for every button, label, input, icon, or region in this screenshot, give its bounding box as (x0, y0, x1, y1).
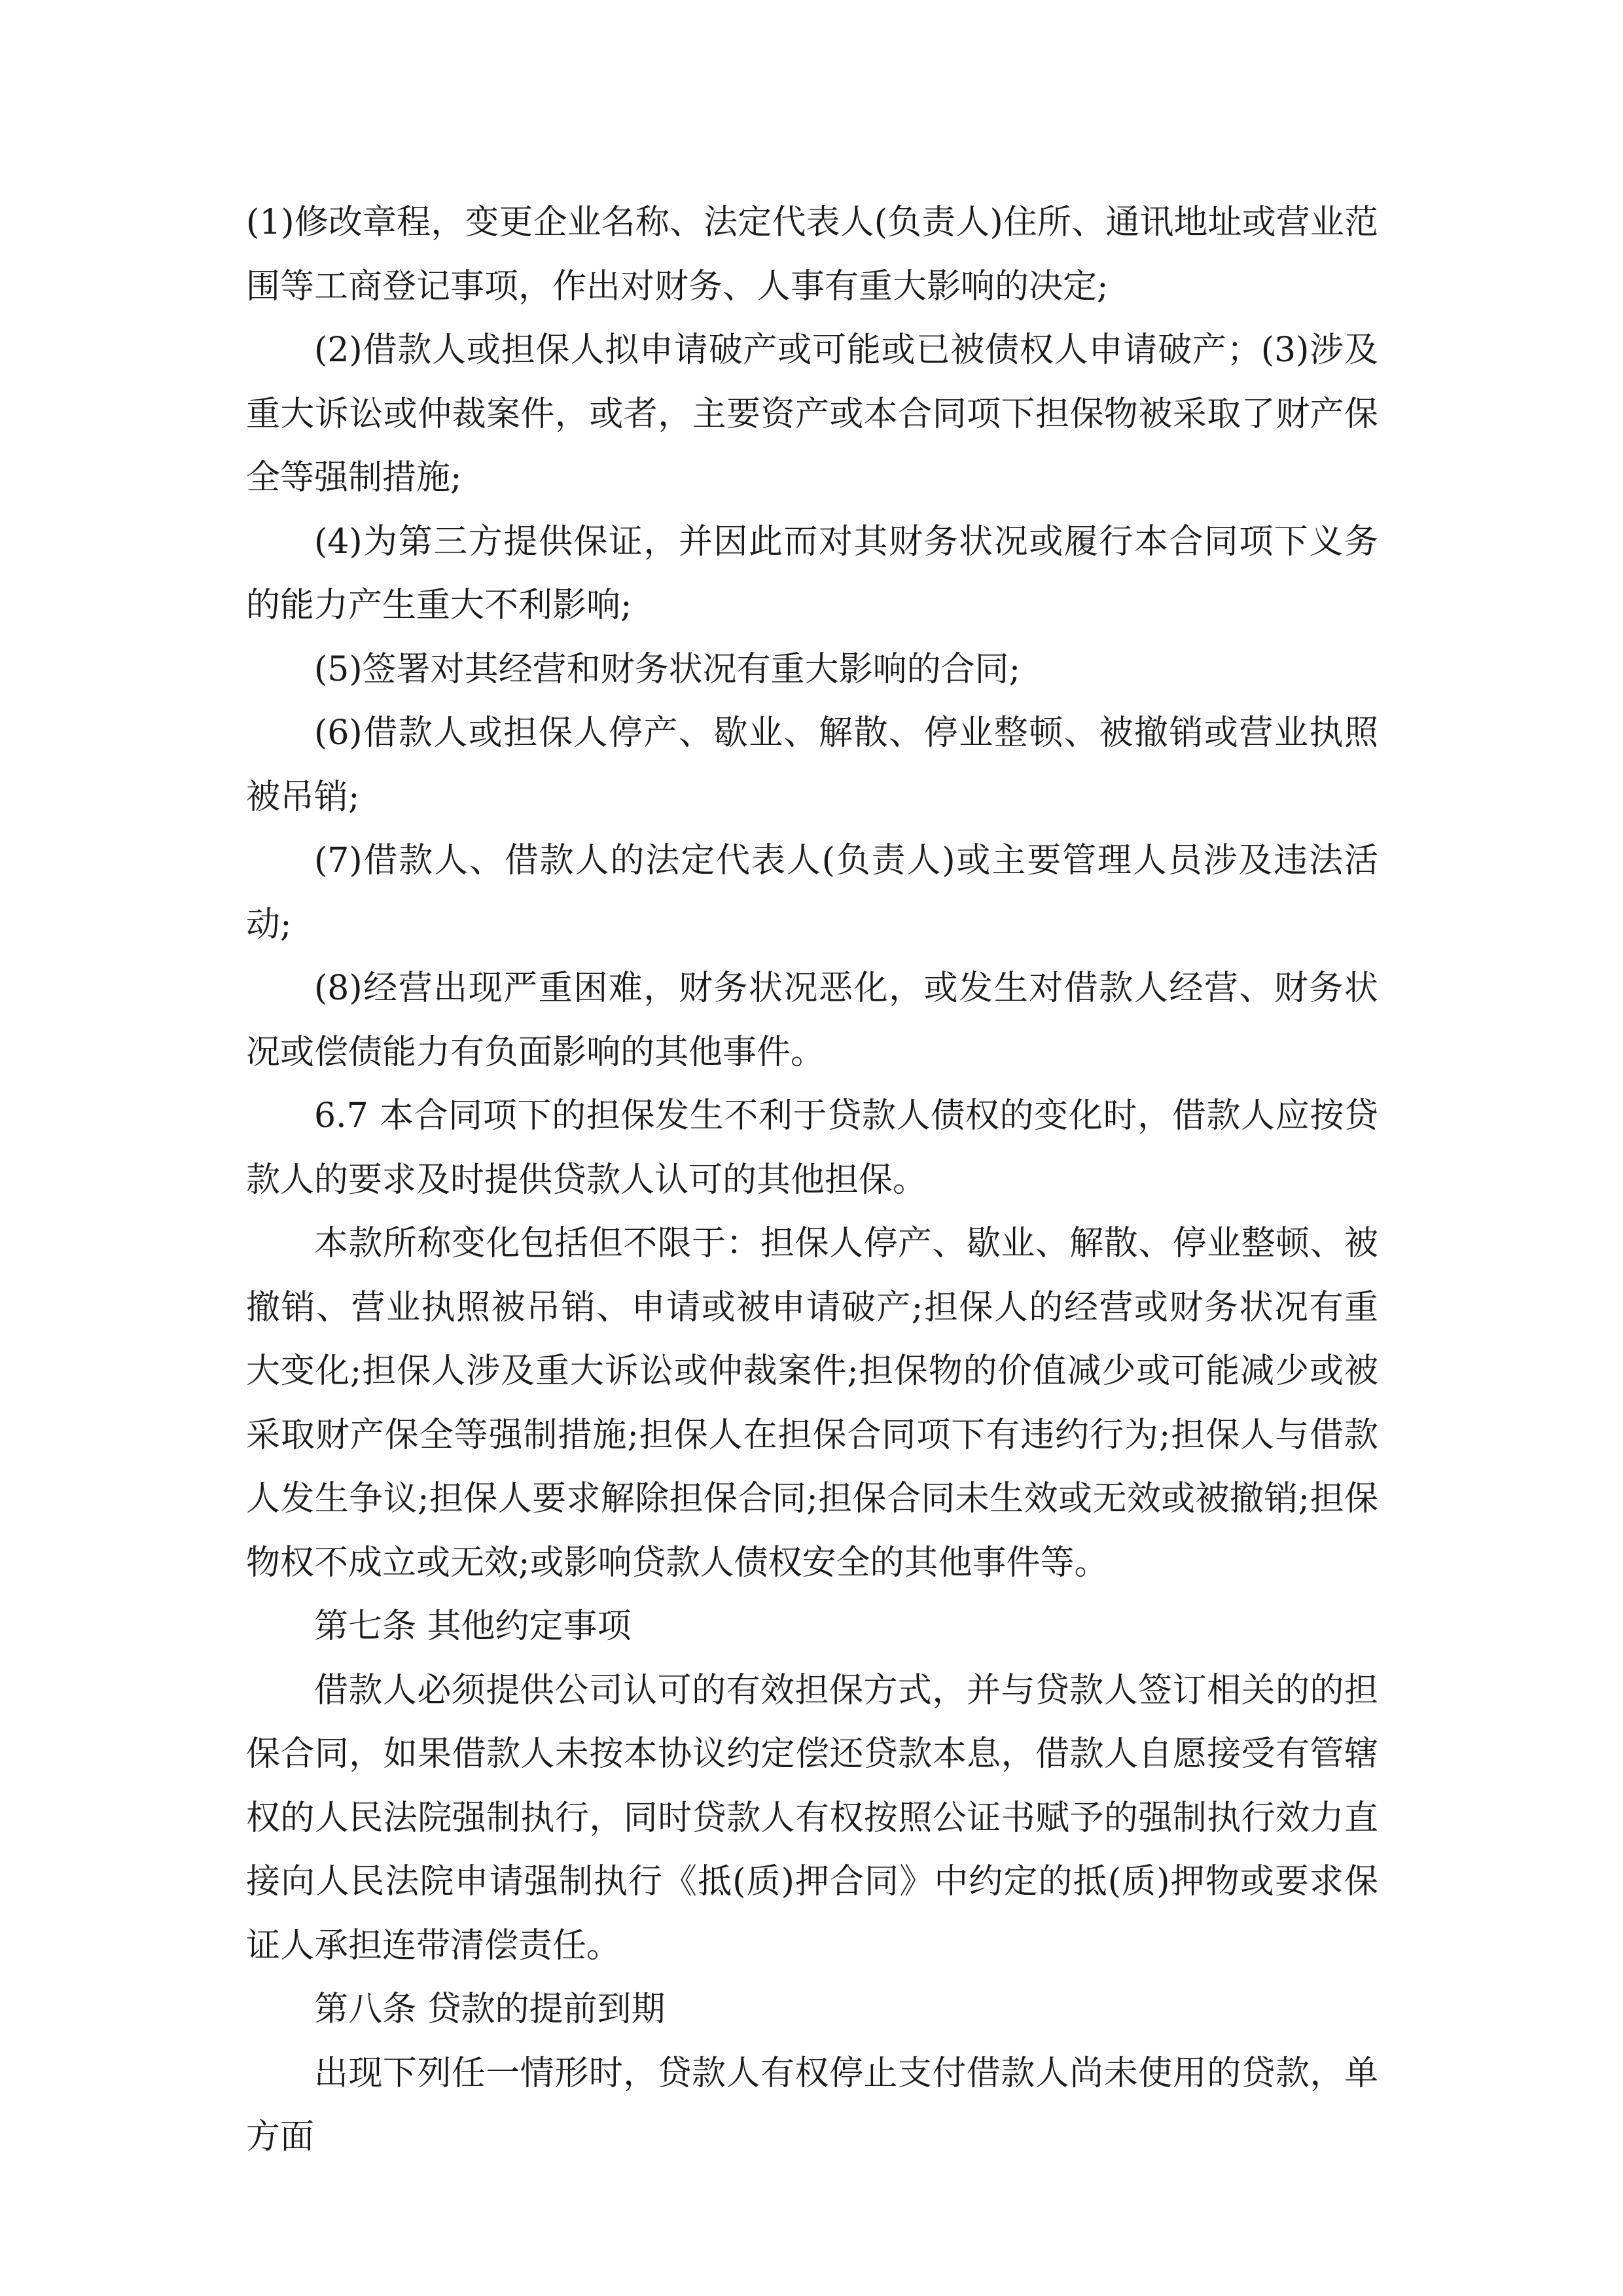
article-8-body: 出现下列任一情形时，贷款人有权停止支付借款人尚未使用的贷款，单方面 (246, 2053, 1378, 2157)
article-8-heading: 第八条 贷款的提前到期 (314, 1990, 666, 2029)
document-body (246, 191, 1378, 2170)
article-7-body: 借款人必须提供公司认可的有效担保方式，并与贷款人签订相关的的担保合同，如果借款人未按本协议约定偿还贷款本息，借款人自愿接受有管辖权的人民法院强制执行，同时贷款人有权按照公证书赋予的强制执行效力直接向人民法院申请强制执行《抵(质)押合同》中约定的抵(质)押物或要求保证人承担连带清偿责任。 (246, 1670, 1378, 1965)
clause-6-7: 6.7 本合同项下的担保发生不利于贷款人债权的变化时，借款人应按贷款人的要求及时提供贷款人认可的其他担保。 (246, 1096, 1378, 1200)
clause-item-8: (8)经营出现严重困难，财务状况恶化，或发生对借款人经营、财务状况或偿债能力有负面影响的其他事件。 (246, 969, 1378, 1072)
clause-6-7-explanation: 本款所称变化包括但不限于：担保人停产、歇业、解散、停业整顿、被撤销、营业执照被吊销、申请或被申请破产;担保人的经营或财务状况有重大变化;担保人涉及重大诉讼或仲裁案件;担保物的价值减少或可能减少或被采取财产保全等强制措施;担保人在担保合同项下有违约行为;担保人与借款人发生争议;担保人要求解除担保合同;担保合同未生效或无效或被撤销;担保物权不成立或无效;或影响贷款人债权安全的其他事件等。 (246, 1224, 1378, 1583)
article-7-heading: 第七条 其他约定事项 (314, 1607, 632, 1646)
clause-item-5: (5)签署对其经营和财务状况有重大影响的合同; (314, 649, 1021, 689)
clause-item-1: (1)修改章程，变更企业名称、法定代表人(负责人)住所、通讯地址或营业范围等工商登记事项，作出对财务、人事有重大影响的决定; (246, 203, 1378, 306)
clause-item-7: (7)借款人、借款人的法定代表人(负责人)或主要管理人员涉及违法活动; (246, 841, 1378, 944)
clause-item-4: (4)为第三方提供保证，并因此而对其财务状况或履行本合同项下义务的能力产生重大不利影响; (246, 522, 1378, 625)
clause-item-6: (6)借款人或担保人停产、歇业、解散、停业整顿、被撤销或营业执照被吊销; (246, 713, 1378, 817)
clause-item-2-3: (2)借款人或担保人拟申请破产或可能或已被债权人申请破产；(3)涉及重大诉讼或仲裁案件，或者，主要资产或本合同项下担保物被采取了财产保全等强制措施; (246, 331, 1378, 497)
